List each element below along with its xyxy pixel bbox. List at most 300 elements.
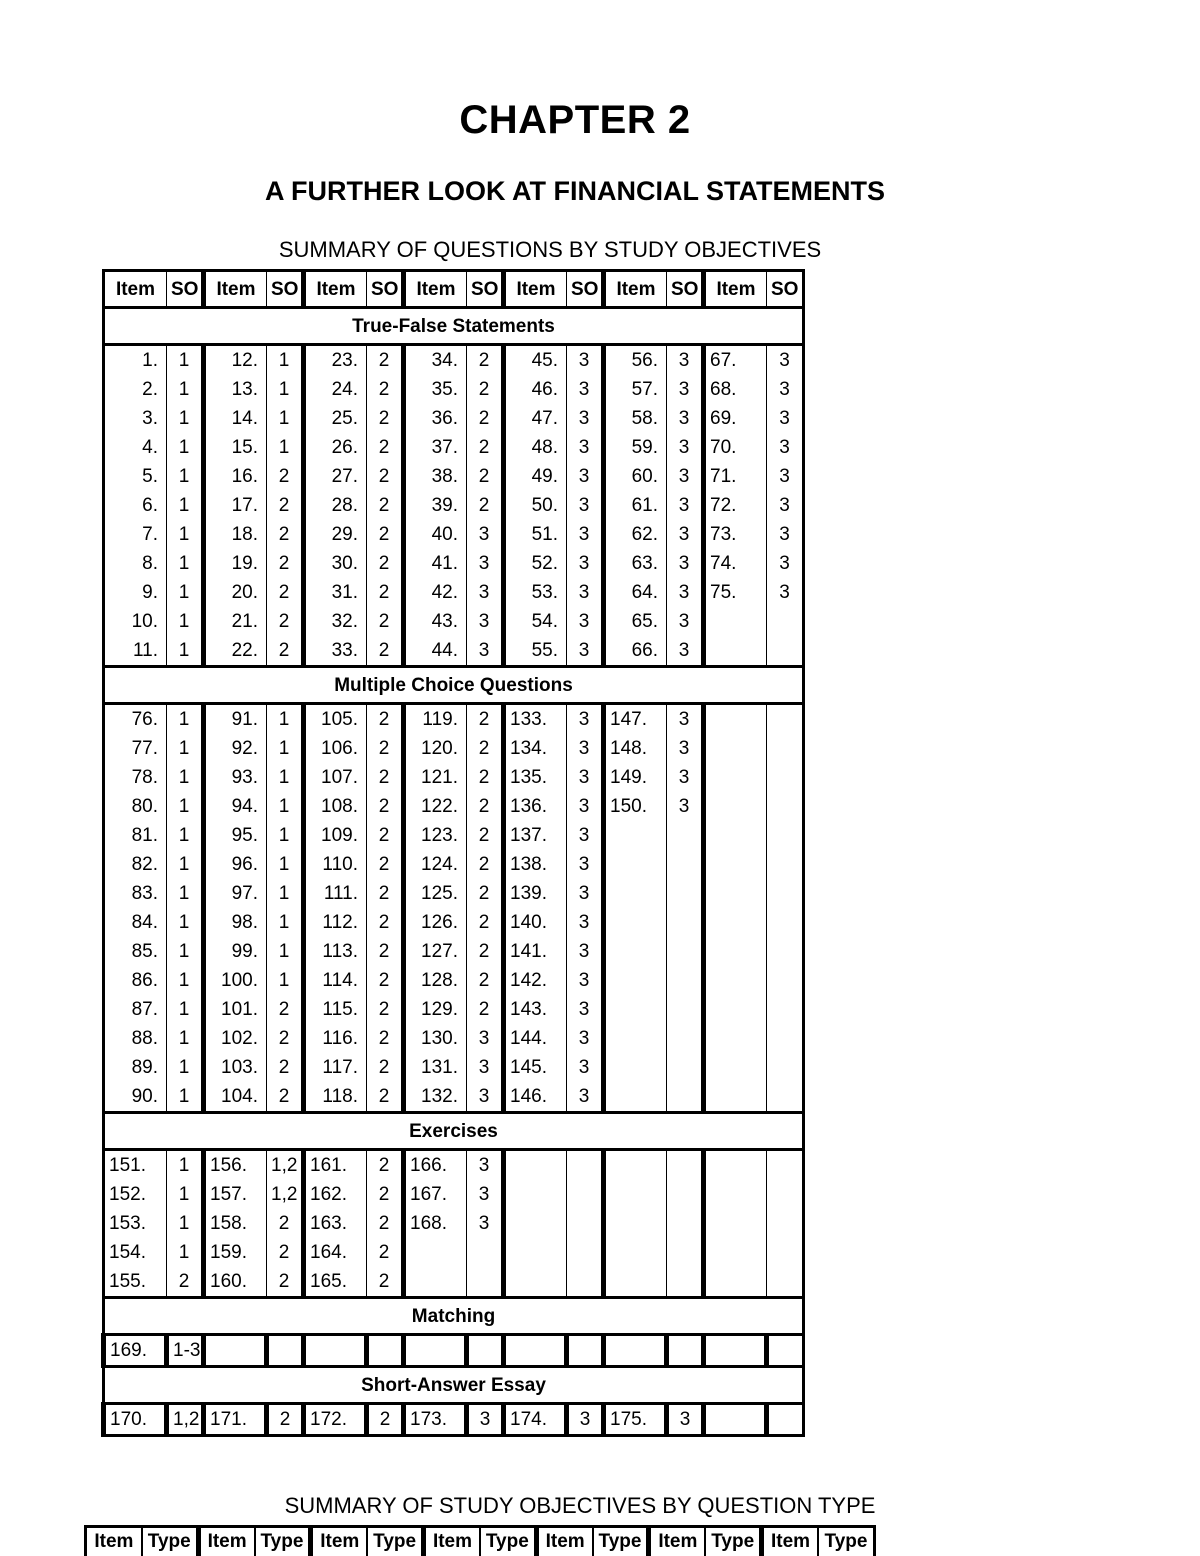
so-cell xyxy=(667,1024,704,1053)
so-cell: 1 xyxy=(267,850,304,879)
so-cell: 2 xyxy=(367,995,404,1024)
so-cell: 1 xyxy=(167,404,204,433)
item-cell: 30. xyxy=(304,549,367,578)
objectives-by-question-type-table xyxy=(84,1525,876,1556)
table-row xyxy=(104,491,804,520)
item-cell xyxy=(604,879,667,908)
item-cell xyxy=(704,821,767,850)
so-cell: 1 xyxy=(167,763,204,792)
item-cell: 62. xyxy=(604,520,667,549)
item-cell: 64. xyxy=(604,578,667,607)
so-cell xyxy=(767,1024,804,1053)
section-title: True-False Statements xyxy=(104,308,804,345)
so-cell xyxy=(767,1238,804,1267)
so-cell xyxy=(767,607,804,636)
so-cell: 2 xyxy=(267,1053,304,1082)
item-cell: 76. xyxy=(104,704,167,735)
type-header-type: Type xyxy=(142,1527,198,1556)
item-cell: 45. xyxy=(504,345,567,376)
so-cell: 1 xyxy=(267,821,304,850)
type-header-item: Item xyxy=(86,1527,142,1556)
item-cell xyxy=(604,1267,667,1298)
so-cell xyxy=(767,704,804,735)
so-cell xyxy=(767,1180,804,1209)
so-cell: 2 xyxy=(467,345,504,376)
so-cell: 2 xyxy=(367,345,404,376)
so-cell xyxy=(467,1238,504,1267)
so-cell: 3 xyxy=(567,520,604,549)
table-row xyxy=(104,792,804,821)
so-cell: 2 xyxy=(267,578,304,607)
so-cell xyxy=(667,879,704,908)
so-cell: 1 xyxy=(267,763,304,792)
so-cell: 1 xyxy=(167,704,204,735)
table-row xyxy=(104,404,804,433)
item-cell: 8. xyxy=(104,549,167,578)
so-cell xyxy=(767,879,804,908)
questions-by-study-objective-table xyxy=(101,269,805,1437)
so-cell xyxy=(667,1053,704,1082)
item-cell: 153. xyxy=(104,1209,167,1238)
item-cell: 57. xyxy=(604,375,667,404)
so-cell xyxy=(667,1082,704,1113)
so-cell: 2 xyxy=(467,937,504,966)
item-cell: 39. xyxy=(404,491,467,520)
item-cell: 114. xyxy=(304,966,367,995)
item-cell: 127. xyxy=(404,937,467,966)
section-row xyxy=(104,1298,804,1335)
item-cell: 4. xyxy=(104,433,167,462)
item-cell xyxy=(604,908,667,937)
so-cell: 2 xyxy=(467,704,504,735)
item-cell: 98. xyxy=(204,908,267,937)
so-cell: 2 xyxy=(367,704,404,735)
item-cell: 41. xyxy=(404,549,467,578)
item-cell: 51. xyxy=(504,520,567,549)
so-cell xyxy=(667,1150,704,1181)
item-cell xyxy=(604,937,667,966)
item-cell: 145. xyxy=(504,1053,567,1082)
type-header-item: Item xyxy=(536,1527,592,1556)
item-cell: 61. xyxy=(604,491,667,520)
type-header-type: Type xyxy=(593,1527,649,1556)
item-cell xyxy=(704,1082,767,1113)
item-cell: 161. xyxy=(304,1150,367,1181)
so-cell: 1-3 xyxy=(167,1335,204,1367)
so-cell xyxy=(667,1180,704,1209)
item-cell: 14. xyxy=(204,404,267,433)
so-cell: 2 xyxy=(367,549,404,578)
item-cell: 175. xyxy=(604,1404,667,1436)
so-cell: 1 xyxy=(167,821,204,850)
table-row xyxy=(104,995,804,1024)
item-cell: 92. xyxy=(204,734,267,763)
so-cell: 3 xyxy=(567,462,604,491)
section-title: Short-Answer Essay xyxy=(104,1367,804,1404)
so-cell: 2 xyxy=(367,1024,404,1053)
so-cell: 1 xyxy=(167,578,204,607)
so-cell: 2 xyxy=(367,1180,404,1209)
item-cell: 95. xyxy=(204,821,267,850)
so-cell: 1 xyxy=(167,879,204,908)
item-cell: 2. xyxy=(104,375,167,404)
item-cell: 165. xyxy=(304,1267,367,1298)
item-cell: 125. xyxy=(404,879,467,908)
so-cell: 3 xyxy=(767,491,804,520)
item-cell: 87. xyxy=(104,995,167,1024)
item-cell: 157. xyxy=(204,1180,267,1209)
so-cell xyxy=(267,1335,304,1367)
item-cell: 121. xyxy=(404,763,467,792)
so-cell: 3 xyxy=(467,1082,504,1113)
item-cell: 168. xyxy=(404,1209,467,1238)
so-cell: 3 xyxy=(667,792,704,821)
item-cell: 38. xyxy=(404,462,467,491)
item-cell: 146. xyxy=(504,1082,567,1113)
so-cell: 1 xyxy=(267,792,304,821)
table-row xyxy=(104,1209,804,1238)
so-cell: 3 xyxy=(567,549,604,578)
so-cell xyxy=(567,1267,604,1298)
item-cell: 59. xyxy=(604,433,667,462)
item-cell: 96. xyxy=(204,850,267,879)
table-row xyxy=(104,704,804,735)
so-cell: 1,2 xyxy=(267,1180,304,1209)
so-cell: 2 xyxy=(267,1209,304,1238)
item-cell: 11. xyxy=(104,636,167,667)
so-cell xyxy=(767,937,804,966)
so-cell: 3 xyxy=(567,937,604,966)
item-cell: 78. xyxy=(104,763,167,792)
item-cell: 58. xyxy=(604,404,667,433)
type-header-row xyxy=(86,1527,875,1556)
item-cell: 27. xyxy=(304,462,367,491)
item-cell: 32. xyxy=(304,607,367,636)
header-so: SO xyxy=(667,271,704,308)
item-cell: 139. xyxy=(504,879,567,908)
item-cell: 89. xyxy=(104,1053,167,1082)
item-cell xyxy=(404,1335,467,1367)
item-cell: 106. xyxy=(304,734,367,763)
item-cell xyxy=(704,908,767,937)
so-cell: 3 xyxy=(667,491,704,520)
so-cell: 3 xyxy=(767,404,804,433)
item-cell xyxy=(704,966,767,995)
so-cell: 3 xyxy=(767,345,804,376)
so-cell: 3 xyxy=(667,734,704,763)
so-cell: 2 xyxy=(467,966,504,995)
item-cell: 43. xyxy=(404,607,467,636)
so-cell xyxy=(767,966,804,995)
item-cell: 141. xyxy=(504,937,567,966)
item-cell: 100. xyxy=(204,966,267,995)
table-row xyxy=(104,908,804,937)
so-cell: 3 xyxy=(567,792,604,821)
item-cell: 24. xyxy=(304,375,367,404)
item-cell: 107. xyxy=(304,763,367,792)
so-cell xyxy=(767,734,804,763)
item-cell: 143. xyxy=(504,995,567,1024)
item-cell: 104. xyxy=(204,1082,267,1113)
so-cell xyxy=(767,1082,804,1113)
item-cell: 128. xyxy=(404,966,467,995)
item-cell: 130. xyxy=(404,1024,467,1053)
item-cell: 119. xyxy=(404,704,467,735)
so-cell xyxy=(767,821,804,850)
header-item: Item xyxy=(404,271,467,308)
item-cell: 174. xyxy=(504,1404,567,1436)
so-cell: 3 xyxy=(567,607,604,636)
so-cell: 1 xyxy=(167,520,204,549)
so-cell: 2 xyxy=(367,1082,404,1113)
so-cell: 3 xyxy=(567,734,604,763)
item-cell: 124. xyxy=(404,850,467,879)
item-cell: 18. xyxy=(204,520,267,549)
so-cell: 3 xyxy=(467,520,504,549)
item-cell: 16. xyxy=(204,462,267,491)
so-cell xyxy=(667,1238,704,1267)
item-cell: 158. xyxy=(204,1209,267,1238)
so-cell: 2 xyxy=(467,375,504,404)
item-cell: 126. xyxy=(404,908,467,937)
so-cell: 2 xyxy=(367,937,404,966)
so-cell: 1 xyxy=(267,433,304,462)
item-cell xyxy=(704,1150,767,1181)
so-cell: 2 xyxy=(367,763,404,792)
so-cell: 3 xyxy=(567,1082,604,1113)
item-cell xyxy=(604,821,667,850)
item-cell: 3. xyxy=(104,404,167,433)
so-cell: 2 xyxy=(367,578,404,607)
item-cell xyxy=(604,966,667,995)
item-cell xyxy=(704,1335,767,1367)
so-cell: 3 xyxy=(767,433,804,462)
section-row xyxy=(104,667,804,704)
so-cell: 3 xyxy=(467,549,504,578)
item-cell: 122. xyxy=(404,792,467,821)
so-cell: 1 xyxy=(167,345,204,376)
item-cell xyxy=(704,636,767,667)
so-cell xyxy=(767,995,804,1024)
item-cell: 75. xyxy=(704,578,767,607)
item-cell: 155. xyxy=(104,1267,167,1298)
item-cell xyxy=(604,1335,667,1367)
item-cell: 12. xyxy=(204,345,267,376)
so-cell: 2 xyxy=(467,433,504,462)
table-row xyxy=(104,433,804,462)
so-cell xyxy=(567,1150,604,1181)
item-cell: 129. xyxy=(404,995,467,1024)
item-cell: 70. xyxy=(704,433,767,462)
so-cell: 1 xyxy=(167,995,204,1024)
so-cell: 3 xyxy=(467,1180,504,1209)
so-cell: 3 xyxy=(667,578,704,607)
so-cell: 3 xyxy=(667,375,704,404)
section-row xyxy=(104,1367,804,1404)
so-cell xyxy=(667,1209,704,1238)
so-cell: 2 xyxy=(367,375,404,404)
table-row xyxy=(104,1180,804,1209)
so-cell: 3 xyxy=(667,345,704,376)
type-header-type: Type xyxy=(255,1527,311,1556)
so-cell: 3 xyxy=(667,404,704,433)
so-cell: 3 xyxy=(567,491,604,520)
so-cell: 3 xyxy=(567,404,604,433)
so-cell: 1 xyxy=(167,1209,204,1238)
item-cell: 160. xyxy=(204,1267,267,1298)
so-cell xyxy=(767,1053,804,1082)
item-cell: 152. xyxy=(104,1180,167,1209)
so-cell: 3 xyxy=(667,636,704,667)
so-cell: 3 xyxy=(567,704,604,735)
item-cell: 136. xyxy=(504,792,567,821)
so-cell: 3 xyxy=(467,1053,504,1082)
item-cell: 88. xyxy=(104,1024,167,1053)
so-cell: 3 xyxy=(567,821,604,850)
item-cell: 23. xyxy=(304,345,367,376)
so-cell: 2 xyxy=(467,792,504,821)
so-cell: 2 xyxy=(467,908,504,937)
item-cell xyxy=(604,1150,667,1181)
item-cell: 25. xyxy=(304,404,367,433)
item-cell xyxy=(604,995,667,1024)
item-cell: 29. xyxy=(304,520,367,549)
so-cell: 1 xyxy=(167,1082,204,1113)
so-cell: 1 xyxy=(167,607,204,636)
so-cell: 3 xyxy=(667,549,704,578)
item-cell xyxy=(704,1024,767,1053)
so-cell: 3 xyxy=(467,636,504,667)
so-cell: 3 xyxy=(467,1024,504,1053)
item-cell xyxy=(604,1082,667,1113)
so-cell: 1 xyxy=(267,734,304,763)
item-cell: 52. xyxy=(504,549,567,578)
item-cell xyxy=(704,937,767,966)
item-cell: 116. xyxy=(304,1024,367,1053)
table-row xyxy=(104,636,804,667)
item-cell: 22. xyxy=(204,636,267,667)
so-cell xyxy=(567,1209,604,1238)
so-cell: 2 xyxy=(367,850,404,879)
item-cell xyxy=(704,1267,767,1298)
so-cell: 3 xyxy=(567,995,604,1024)
so-cell: 1 xyxy=(167,636,204,667)
so-cell xyxy=(567,1180,604,1209)
item-cell: 13. xyxy=(204,375,267,404)
item-cell xyxy=(604,850,667,879)
so-cell: 2 xyxy=(267,549,304,578)
item-cell: 60. xyxy=(604,462,667,491)
so-cell xyxy=(767,908,804,937)
item-cell: 97. xyxy=(204,879,267,908)
header-so: SO xyxy=(467,271,504,308)
item-cell: 140. xyxy=(504,908,567,937)
item-cell: 37. xyxy=(404,433,467,462)
so-cell: 2 xyxy=(467,491,504,520)
table-row xyxy=(104,1267,804,1298)
so-cell: 3 xyxy=(767,520,804,549)
item-cell: 55. xyxy=(504,636,567,667)
item-cell: 113. xyxy=(304,937,367,966)
so-cell: 3 xyxy=(567,345,604,376)
so-cell: 3 xyxy=(467,607,504,636)
item-cell xyxy=(704,995,767,1024)
item-cell: 151. xyxy=(104,1150,167,1181)
item-cell: 173. xyxy=(404,1404,467,1436)
item-cell xyxy=(504,1180,567,1209)
item-cell: 21. xyxy=(204,607,267,636)
item-cell: 169. xyxy=(104,1335,167,1367)
table-row xyxy=(104,607,804,636)
item-cell: 112. xyxy=(304,908,367,937)
item-cell xyxy=(204,1335,267,1367)
header-item: Item xyxy=(704,271,767,308)
so-cell: 3 xyxy=(567,1024,604,1053)
item-cell xyxy=(704,763,767,792)
item-cell: 166. xyxy=(404,1150,467,1181)
item-cell: 93. xyxy=(204,763,267,792)
item-cell: 102. xyxy=(204,1024,267,1053)
so-cell: 3 xyxy=(567,850,604,879)
so-cell xyxy=(667,937,704,966)
type-header-type: Type xyxy=(367,1527,423,1556)
header-item: Item xyxy=(504,271,567,308)
so-cell xyxy=(667,1267,704,1298)
item-cell: 134. xyxy=(504,734,567,763)
item-cell: 120. xyxy=(404,734,467,763)
table-row xyxy=(104,1082,804,1113)
section-title: Exercises xyxy=(104,1113,804,1150)
item-cell: 53. xyxy=(504,578,567,607)
so-table-caption: SUMMARY OF QUESTIONS BY STUDY OBJECTIVES xyxy=(100,237,1000,263)
so-cell: 1,2 xyxy=(267,1150,304,1181)
item-cell: 135. xyxy=(504,763,567,792)
so-cell: 3 xyxy=(667,704,704,735)
item-cell: 47. xyxy=(504,404,567,433)
header-so: SO xyxy=(767,271,804,308)
item-cell: 66. xyxy=(604,636,667,667)
so-cell: 2 xyxy=(267,1082,304,1113)
so-cell: 3 xyxy=(567,375,604,404)
item-cell: 26. xyxy=(304,433,367,462)
item-cell: 101. xyxy=(204,995,267,1024)
so-cell: 1 xyxy=(267,908,304,937)
item-cell: 110. xyxy=(304,850,367,879)
so-cell: 3 xyxy=(667,763,704,792)
section-title: Multiple Choice Questions xyxy=(104,667,804,704)
table-row xyxy=(104,879,804,908)
item-cell: 105. xyxy=(304,704,367,735)
so-cell: 3 xyxy=(667,1404,704,1436)
so-cell xyxy=(767,792,804,821)
header-item: Item xyxy=(104,271,167,308)
item-cell: 20. xyxy=(204,578,267,607)
item-cell: 44. xyxy=(404,636,467,667)
so-cell: 2 xyxy=(367,520,404,549)
item-cell: 108. xyxy=(304,792,367,821)
item-cell xyxy=(704,607,767,636)
so-cell: 2 xyxy=(467,763,504,792)
so-cell xyxy=(767,1209,804,1238)
so-cell: 2 xyxy=(467,879,504,908)
so-cell: 1 xyxy=(167,966,204,995)
so-cell xyxy=(767,763,804,792)
header-item: Item xyxy=(204,271,267,308)
item-cell: 31. xyxy=(304,578,367,607)
so-cell: 1 xyxy=(167,1150,204,1181)
item-cell: 123. xyxy=(404,821,467,850)
table-row xyxy=(104,821,804,850)
